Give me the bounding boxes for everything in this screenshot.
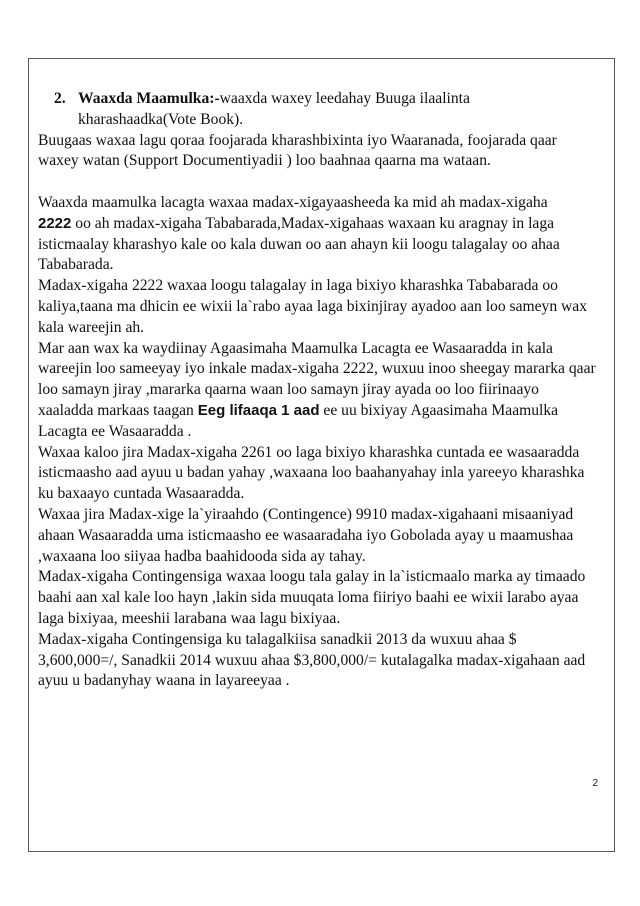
paragraph-7: Madax-xigaha Contingensiga waxaa loogu tala galay in la`isticmaalo marka ay timaado baahi aan xal kale loo hayn ,lakin sida muuqata loma fiiriyo baahi ee wixii larabo ayaa laga bixiyaa, meeshii larabana waa lagu bixiyaa. [38,568,586,627]
paragraph-1: Buugaas waxaa lagu qoraa foojarada kharashbixinta iyo Waaranada, foojarada qaar waxey watan (Support Documentiyadii ) loo baahnaa qaarna ma wataan. [38,131,557,170]
paragraph-2-text-a: Waaxda maamulka lacagta waxaa madax-xigayaasheeda ka mid ah madax-xigaha [38,193,548,211]
paragraph-4-text-a: Mar aan wax ka waydiinay Agaasimaha Maamulka Lacagta ee Wasaaradda in kala wareejin loo sameeyay iyo inkale madax-xigaha 2222, wuxuu inoo sheegay mararka qaar loo samayn jiray ,mararka qaarna waan loo samayn jiray ayada oo loo fiirinaayo xaaladda markaas taagan [38,339,596,419]
section-title-rest: waaxda waxey leedahay Buuga ilaalinta kharashaadka(Vote Book). [78,90,470,128]
page-number: 2 [592,778,598,789]
paragraph-6: Waxaa jira Madax-xige la`yiraahdo (Contingence) 9910 madax-xigahaani misaaniyad ahaan Wasaaradda uma isticmaasho ee wasaaradaha iyo Gobolada ayay u maamushaa ,waxaana loo siiyaa hadba baahidooda sida ay tahay. [38,505,574,565]
paragraph-3: Madax-xigaha 2222 waxaa loogu talagalay in laga bixiyo kharashka Tababarada oo kaliya,taana ma dhicin ee wixii la`rabo ayaa laga bixinjiray ayadoo aan loo sameyn wax kala wareejin ah. [38,277,588,336]
budget-code-2222: 2222 [38,214,72,232]
paragraph-8: Madax-xigaha Contingensiga ku talagalkiisa sanadkii 2013 da wuxuu ahaa $ 3,600,000=/, Sanadkii 2014 wuxuu ahaa $3,800,000/= kutalagalka madax-xigahaan aad ayuu u badanyhay waana in layareeyaa . [38,630,586,690]
paragraph-2-text-b: oo ah madax-xigaha Tababarada,Madax-xigahaas waxaan ku aragnay in laga isticmaalay kharashyo kale oo kala duwan oo aan ahayn kii loogu talagalay oo ahaa Tababarada. [38,214,560,274]
paragraph-spacer [38,172,598,193]
paragraph-2 [38,193,598,276]
section-number: 2. [54,90,66,107]
paragraph-5: Waxaa kaloo jira Madax-xigaha 2261 oo laga bixiyo kharashka cuntada ee wasaaradda isticmaasho aad ayuu u badan yahay ,waxaana loo baahanyahay inla yareeyo kharashka ku baxaayo cuntada Wasaaradda. [38,443,585,503]
annex-reference: Eeg lifaaqa 1 aad [197,401,320,419]
page-content [38,89,598,692]
paragraph-4-text-b: ee uu bixiyay Agaasimaha Maamulka Lacagta ee Wasaaradda . [38,401,559,440]
section-heading [38,89,598,131]
section-title: Waaxda Maamulka:- [78,90,220,107]
paragraph-4 [38,339,598,443]
section-heading-text [78,89,578,131]
document-page [28,58,615,852]
